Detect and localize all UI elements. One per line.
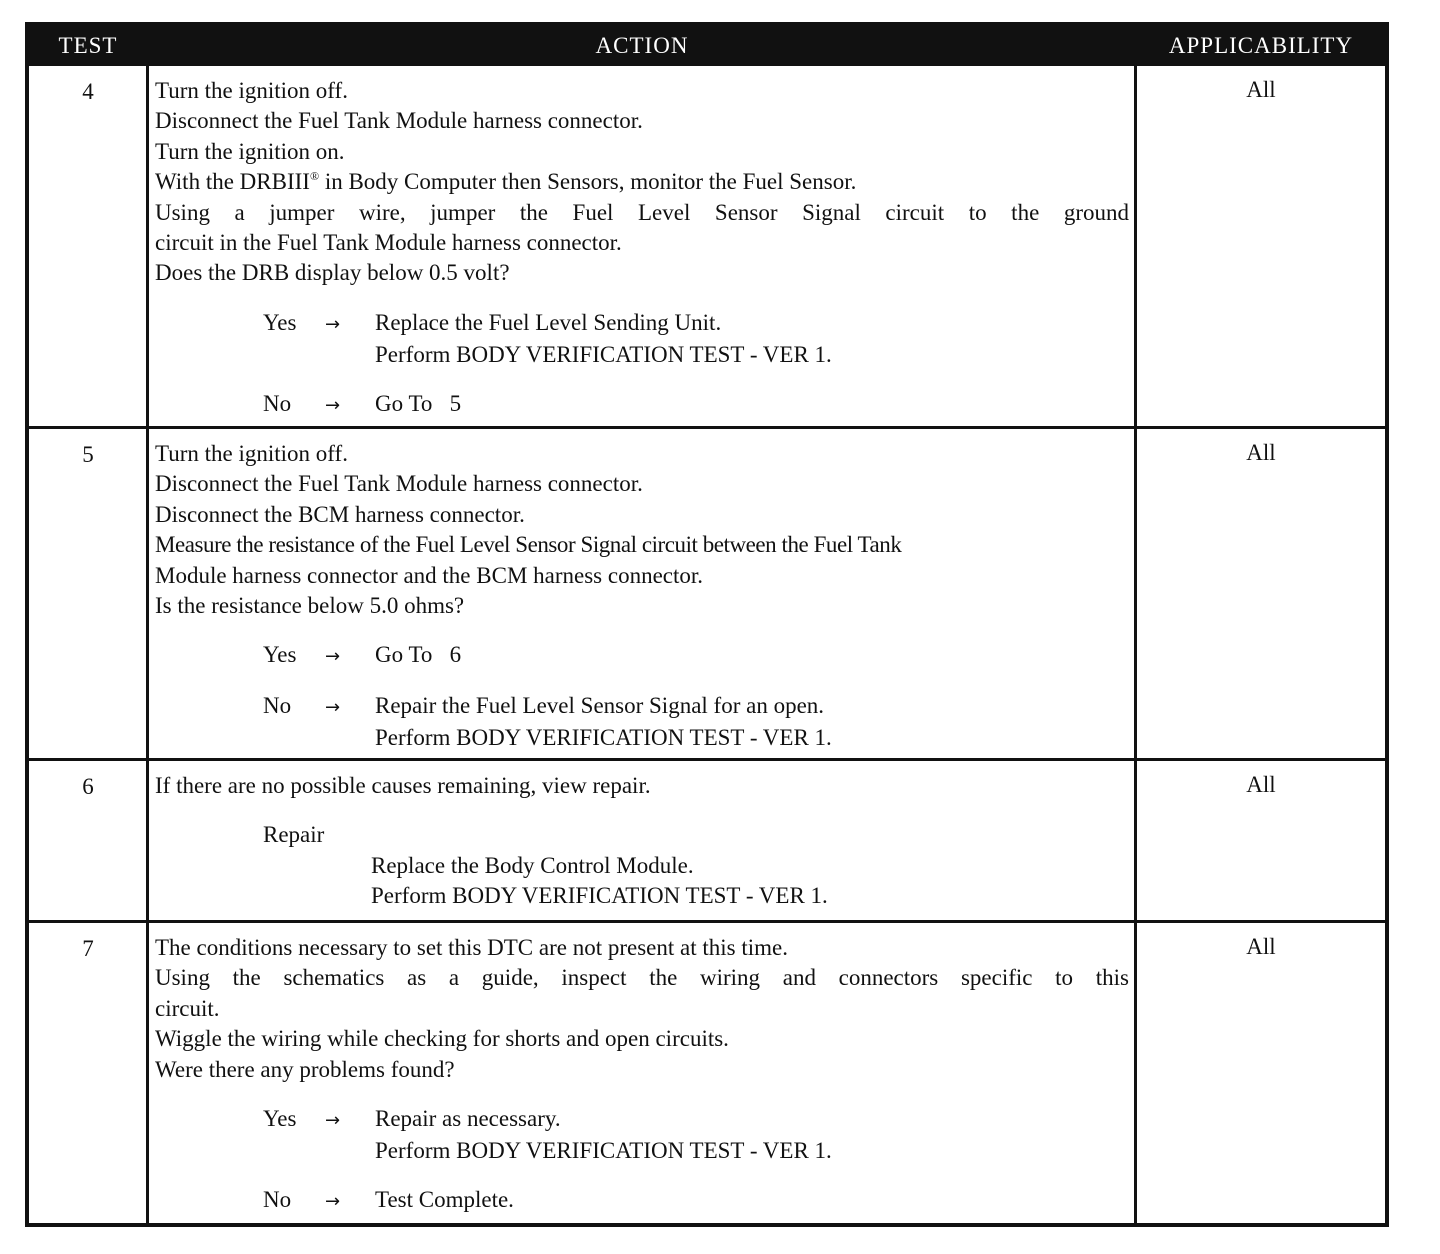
action-line: Turn the ignition off. [155,441,348,466]
answer-text: Go To 5 [375,390,462,416]
action-line: Using the schematics as a guide, inspect the wiring and connectors specific to this [155,965,1129,991]
test-number: 7 [82,936,94,961]
action-line: With the DRBIII® in Body Computer then Sensors, monitor the Fuel Sensor. [155,169,857,195]
action-line: Disconnect the Fuel Tank Module harness connector. [155,108,643,134]
applicability-value: All [1246,77,1276,102]
action-line: Were there any problems found? [155,1056,455,1082]
action-cell [155,439,1129,753]
action-line: Does the DRB display below 0.5 volt? [155,260,510,286]
table-row [29,761,1385,921]
yes-answer [263,640,1129,672]
applicability-value: All [1246,934,1276,959]
arrow-icon: → [325,313,341,335]
action-line: If there are no possible causes remaining, view repair. [155,773,651,798]
action-line: Disconnect the BCM harness connector. [155,501,525,527]
repair-text: Perform BODY VERIFICATION TEST - VER 1. [371,883,828,909]
action-cell [155,933,1129,1217]
action-line: Measure the resistance of the Fuel Level Sensor Signal circuit between the Fuel Tank [155,532,902,558]
answer-text: Go To 6 [375,642,462,668]
no-answer [263,1185,1129,1217]
answer-text: Perform BODY VERIFICATION TEST - VER 1. [375,1138,832,1164]
action-cell [155,771,1129,912]
no-label: No [263,390,292,416]
arrow-icon: → [325,394,341,416]
action-line: Using a jumper wire, jumper the Fuel Level Sensor Signal circuit to the ground [155,199,1129,225]
answer-text: Perform BODY VERIFICATION TEST - VER 1. [375,725,832,751]
answer-text: Perform BODY VERIFICATION TEST - VER 1. [375,341,832,367]
no-answer [263,389,1129,421]
applicability-value: All [1246,772,1276,797]
yes-answer [263,308,1129,370]
action-line: Module harness connector and the BCM harness connector. [155,562,704,588]
repair-text: Replace the Body Control Module. [371,852,694,878]
table-row [29,429,1385,759]
registered-mark: ® [309,169,320,184]
action-cell [155,76,1129,421]
answer-text: Replace the Fuel Level Sending Unit. [375,309,722,335]
header-action: ACTION [595,33,689,58]
action-line: circuit. [155,995,220,1021]
answer-text: Repair as necessary. [375,1106,561,1132]
header-test: TEST [58,33,118,58]
table-header-row [29,26,1385,66]
table-row [29,923,1385,1223]
action-line: Turn the ignition on. [155,138,345,164]
action-line: The conditions necessary to set this DTC are not present at this time. [155,935,788,960]
table-row [29,66,1385,427]
diagnostic-test-table [25,22,1389,1227]
action-line: Is the resistance below 5.0 ohms? [155,593,465,619]
no-label: No [263,1187,292,1213]
action-line: Wiggle the wiring while checking for shorts and open circuits. [155,1026,729,1052]
yes-label: Yes [263,1106,297,1132]
test-number: 4 [82,79,94,104]
applicability-value: All [1246,440,1276,465]
action-line: Turn the ignition off. [155,78,348,103]
arrow-icon: → [325,1191,341,1213]
action-line: Disconnect the Fuel Tank Module harness connector. [155,471,643,497]
repair-label: Repair [263,822,325,848]
yes-label: Yes [263,642,297,668]
yes-label: Yes [263,309,297,335]
arrow-icon: → [325,646,341,668]
no-answer [263,691,1129,753]
yes-answer [263,1104,1129,1166]
arrow-icon: → [325,697,341,719]
test-number: 5 [82,442,94,467]
answer-text: Repair the Fuel Level Sensor Signal for an open. [375,693,825,719]
answer-text: Test Complete. [375,1187,514,1213]
no-label: No [263,693,292,719]
test-number: 6 [82,774,94,799]
arrow-icon: → [325,1110,341,1132]
action-line: circuit in the Fuel Tank Module harness connector. [155,230,622,256]
header-applicability: APPLICABILITY [1168,33,1354,58]
